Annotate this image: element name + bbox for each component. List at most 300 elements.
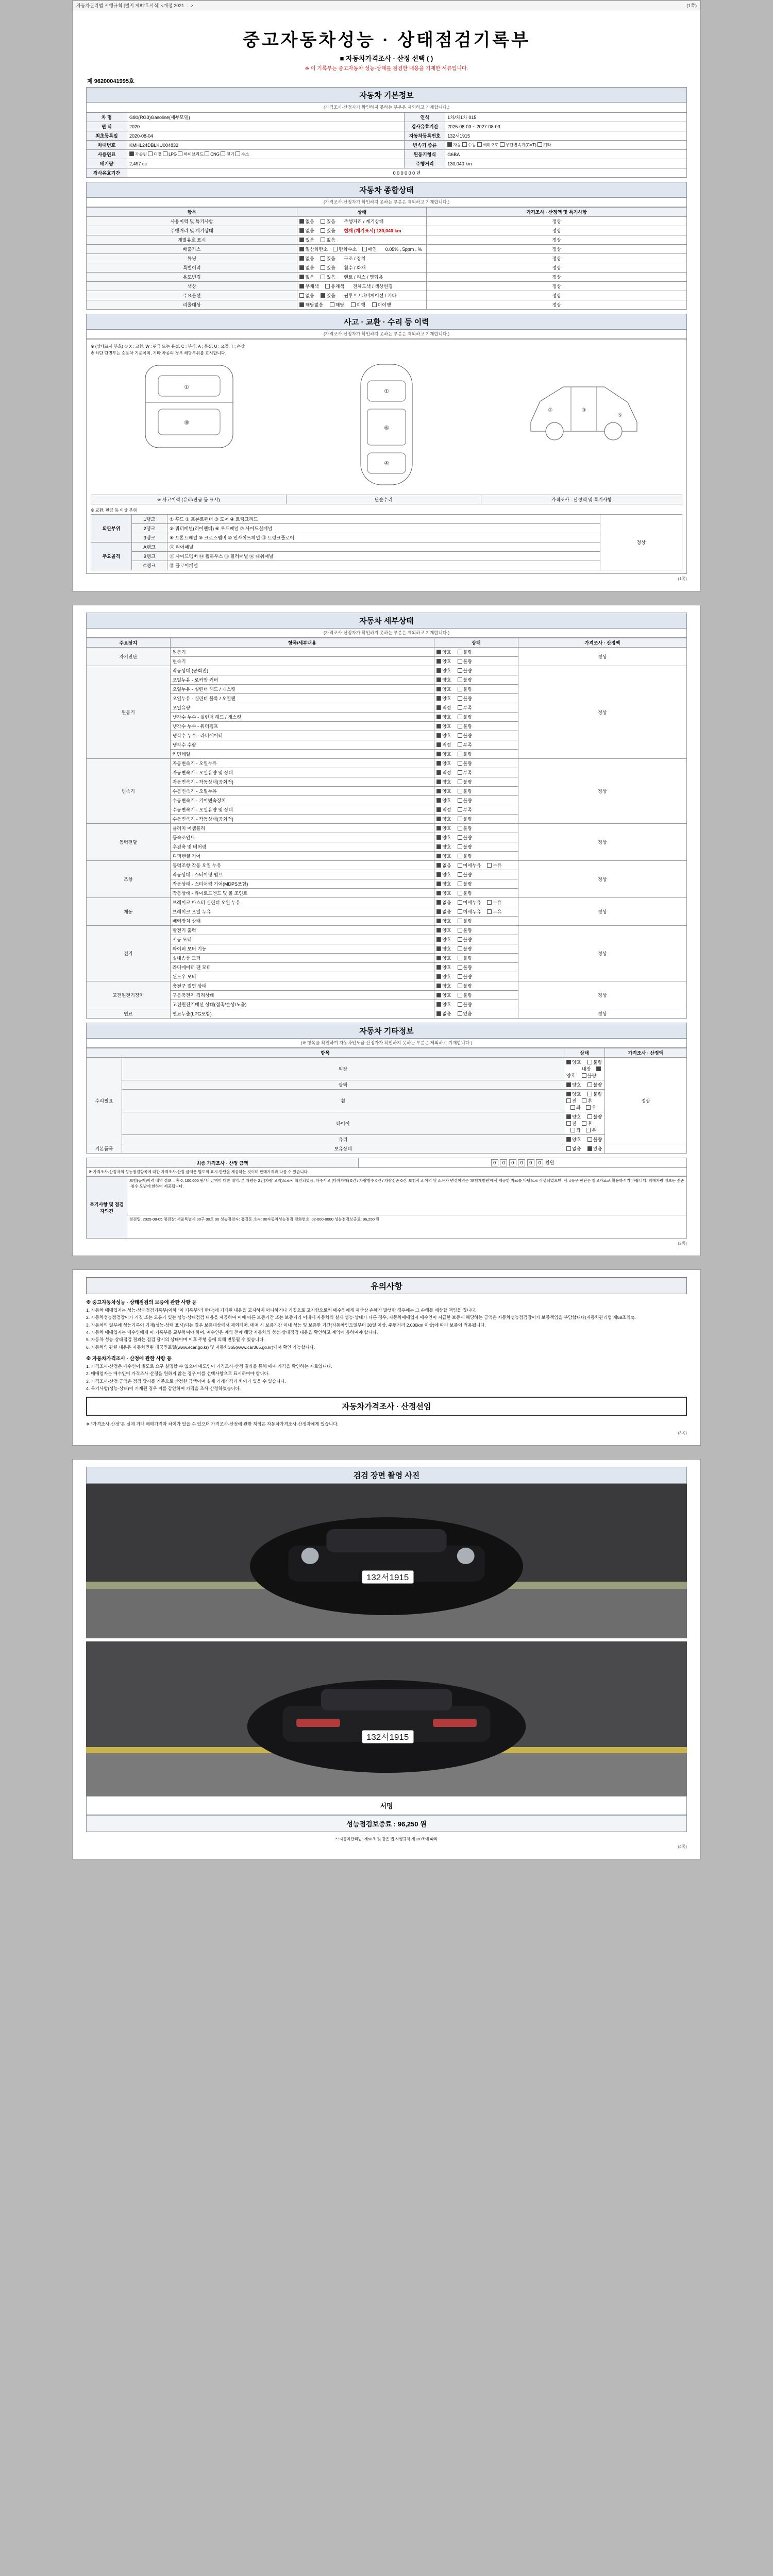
- table-row: [87, 648, 687, 657]
- checkbox-wheel-rear[interactable]: [582, 1098, 586, 1103]
- checkbox-secondary[interactable]: [458, 687, 462, 691]
- etc-item-polish: 광택: [122, 1080, 564, 1090]
- checkbox-fuel-ev[interactable]: [221, 151, 225, 156]
- checkbox-primary[interactable]: [436, 752, 441, 756]
- checkbox-primary[interactable]: [436, 984, 441, 988]
- checkbox-secondary[interactable]: [458, 891, 462, 895]
- detail-item-state: [434, 824, 518, 833]
- notice-item: 4. 자동차 매매업자는 매수인에게 이 기록부를 교부하여야 하며, 매수인은 계약 전에 해당 자동차의 성능·상태점검 내용을 확인하고 계약에 응하여야 합니다.: [86, 1329, 378, 1335]
- checkbox-secondary[interactable]: [458, 761, 462, 766]
- table-header-row: [87, 638, 687, 648]
- checkbox-primary[interactable]: [436, 807, 441, 812]
- parts-rank: 2랭크: [132, 524, 167, 533]
- label-transmission: 변속기 종류: [405, 141, 445, 150]
- detail-item-label: 냉각수 수량: [170, 740, 434, 750]
- checkbox-none[interactable]: [299, 293, 304, 298]
- etc-item-glass: 유리: [122, 1135, 564, 1144]
- detail-group-note: 정상: [518, 861, 686, 898]
- value-displacement: 2,497 cc: [127, 159, 405, 168]
- photo-rear: [86, 1641, 687, 1796]
- checkbox-secondary[interactable]: [458, 807, 462, 812]
- etc-table: [86, 1048, 687, 1154]
- table-row: [87, 1158, 687, 1168]
- label-first-reg: 최초등록일: [87, 131, 127, 141]
- checkbox-label: 불량: [463, 835, 472, 840]
- svg-text:⑥: ⑥: [384, 425, 389, 431]
- row-label: 사용이력 및 특기사항: [87, 217, 297, 226]
- checkbox-primary[interactable]: [436, 974, 441, 979]
- etc-state-basic: 없음 있음: [564, 1144, 605, 1154]
- value-first-reg: 2020-08-04: [127, 131, 405, 141]
- checkbox-label: 누유: [493, 909, 502, 914]
- checkbox-secondary[interactable]: [458, 863, 462, 868]
- detail-item-label: 실내송풍 모터: [170, 954, 434, 963]
- checkbox-primary[interactable]: [436, 715, 441, 719]
- checkbox-secondary[interactable]: [458, 882, 462, 886]
- inspector-info: 점검일: 2025-08-05 점검장: 서울특별시 00구 00로 00 성능점검자: 홍길동 소속: 00자동차성능점검 전화번호: 02-000-0000 성능점검보증료: 96,250 원: [127, 1215, 687, 1239]
- checkbox-primary[interactable]: [436, 909, 441, 914]
- table-row: [87, 981, 687, 991]
- etc-state-tire: 양호 불량 전 후 좌 우: [564, 1112, 605, 1135]
- checkbox-label: 적정: [442, 742, 451, 748]
- table-row: [87, 1009, 687, 1019]
- checkbox-secondary[interactable]: [458, 1002, 462, 1007]
- checkbox-secondary[interactable]: [487, 900, 492, 905]
- parts-list: ⑬ 사이드멤버 ⑭ 휠하우스 ⑮ 필러패널 ⑯ 대쉬패널: [167, 552, 600, 561]
- checkbox-trans-other[interactable]: [537, 142, 542, 147]
- label-inspect-valid: 검사유효기간: [87, 168, 127, 178]
- checkbox-primary[interactable]: [436, 993, 441, 997]
- detail-group-note: 정상: [518, 666, 686, 759]
- checkbox-secondary[interactable]: [458, 928, 462, 933]
- checkbox-secondary[interactable]: [458, 900, 462, 905]
- detail-state-table: [86, 638, 687, 1019]
- section-detail-note: (가격조사·산정자가 확인하지 못하는 부분은 제외하고 기재합니다.): [86, 629, 687, 638]
- checkbox-secondary[interactable]: [458, 974, 462, 979]
- detail-group-note: 정상: [518, 824, 686, 861]
- checkbox-bad[interactable]: [587, 1060, 592, 1064]
- checkbox-fuel-hybrid[interactable]: [178, 151, 182, 156]
- col-head-item: 항목: [87, 1048, 564, 1058]
- checkbox-none[interactable]: [321, 238, 325, 242]
- car-side-svg: [525, 360, 643, 453]
- photo-front: [86, 1484, 687, 1638]
- parts-list: ① 후드 ② 프론트펜더 ③ 도어 ④ 트렁크리드: [167, 515, 600, 524]
- value-engine: G6BA: [445, 150, 687, 159]
- checkbox-primary[interactable]: [436, 826, 441, 831]
- checkbox-secondary[interactable]: [458, 752, 462, 756]
- checkbox-yes[interactable]: [321, 228, 325, 233]
- checkbox-secondary[interactable]: [458, 835, 462, 840]
- checkbox-none[interactable]: [299, 228, 304, 233]
- detail-item-state: [434, 815, 518, 824]
- legend-left: ※ 사고이력 (유리/판금 등 표시): [91, 495, 287, 504]
- checkbox-trans-semi[interactable]: [477, 142, 482, 147]
- checkbox-primary[interactable]: [436, 779, 441, 784]
- amount-digit: 0: [491, 1159, 498, 1166]
- checkbox-good[interactable]: [566, 1137, 571, 1142]
- checkbox-label: 불량: [463, 974, 472, 979]
- document-number: [87, 77, 687, 85]
- label-year: 연 식: [87, 122, 127, 131]
- checkbox-none[interactable]: [299, 265, 304, 270]
- checkbox-primary[interactable]: [436, 937, 441, 942]
- checkbox-secondary[interactable]: [458, 779, 462, 784]
- photo-front-svg: [86, 1484, 687, 1638]
- row-extra: 구조 / 장치: [344, 256, 366, 261]
- detail-item-state: [434, 963, 518, 972]
- detail-item-label: 작동상태 - 스티어링 기어(MDPS포함): [170, 879, 434, 889]
- etc-item-exterior: 외장: [122, 1058, 564, 1080]
- detail-group-label: 전기: [87, 926, 171, 981]
- checkbox-label: 불량: [463, 844, 472, 850]
- checkbox-primary[interactable]: [436, 863, 441, 868]
- detail-item-state: [434, 898, 518, 907]
- checkbox-secondary[interactable]: [458, 677, 462, 682]
- notice-item-2: 1. 가격조사·산정은 매수인이 별도로 요구 설명할 수 없으며 매도인이 가격조사·산정 결과를 통해 매매 가격을 확인하는 자료입니다.: [86, 1363, 332, 1369]
- checkbox-primary[interactable]: [436, 854, 441, 858]
- col-head-state: 상태: [297, 208, 427, 217]
- checkbox-none[interactable]: [566, 1146, 571, 1151]
- checkbox-label: 불량: [463, 984, 472, 989]
- checkbox-label: 불량: [463, 937, 472, 942]
- detail-item-label: 자동변속기 - 오일누유: [170, 759, 434, 768]
- checkbox-label: 양호: [442, 789, 451, 794]
- checkbox-secondary[interactable]: [458, 937, 462, 942]
- value-car-name: G80(RG3)Gasoline(세부모델): [127, 113, 405, 122]
- row-note: 정상: [427, 235, 687, 245]
- checkbox-co[interactable]: [299, 247, 304, 251]
- checkbox-primary[interactable]: [436, 891, 441, 895]
- detail-item-state: [434, 870, 518, 879]
- checkbox-yes[interactable]: [321, 265, 325, 270]
- row-label: 튜닝: [87, 254, 297, 263]
- checkbox-secondary[interactable]: [458, 965, 462, 970]
- checkbox-smoke[interactable]: [362, 247, 367, 251]
- checkbox-primary[interactable]: [436, 928, 441, 933]
- checkbox-primary[interactable]: [436, 900, 441, 905]
- checkbox-fuel-diesel[interactable]: [148, 151, 153, 156]
- checkbox-yes[interactable]: [321, 219, 325, 224]
- detail-item-label: 추진축 및 베어링: [170, 842, 434, 852]
- etc-item-basic-state: 보유상태: [122, 1144, 564, 1154]
- checkbox-secondary[interactable]: [458, 946, 462, 951]
- etc-item-interior: 내장: [582, 1066, 591, 1072]
- checkbox-secondary[interactable]: [458, 770, 462, 775]
- detail-item-label: 수동변속기 - 오일누유: [170, 787, 434, 796]
- checkbox-good-interior[interactable]: [596, 1066, 601, 1071]
- checkbox-label: 양호: [442, 715, 451, 720]
- detail-item-state: [434, 731, 518, 740]
- label-vin: 차대번호: [87, 141, 127, 150]
- checkbox-secondary[interactable]: [458, 854, 462, 858]
- checkbox-secondary[interactable]: [487, 863, 492, 868]
- detail-item-label: 냉각수 누수 - 라디에이터: [170, 731, 434, 740]
- checkbox-good[interactable]: [566, 1092, 571, 1096]
- checkbox-secondary[interactable]: [458, 798, 462, 803]
- row-state: 없음 있음 침수 / 화재: [297, 263, 427, 273]
- checkbox-label: 양호: [442, 687, 451, 692]
- topbar-left-text: 자동차관리법 시행규칙 [별지 제82호서식] <개정 2021. ...>: [76, 3, 194, 8]
- checkbox-label: 양호: [442, 984, 451, 989]
- checkbox-secondary[interactable]: [458, 909, 462, 914]
- checkbox-label: 양호: [442, 696, 451, 701]
- checkbox-primary[interactable]: [436, 946, 441, 951]
- checkbox-primary[interactable]: [436, 770, 441, 775]
- checkbox-secondary[interactable]: [458, 724, 462, 728]
- checkbox-secondary[interactable]: [458, 1011, 462, 1016]
- table-row: [87, 759, 687, 768]
- table-row: [87, 282, 687, 291]
- checkbox-primary[interactable]: [436, 733, 441, 738]
- svg-text:④: ④: [384, 461, 389, 467]
- checkbox-label: 부족: [463, 742, 472, 748]
- checkbox-yes[interactable]: [321, 256, 325, 261]
- amount-digit: 0: [518, 1159, 525, 1166]
- checkbox-secondary[interactable]: [458, 817, 462, 821]
- amount-digit: 0: [536, 1159, 543, 1166]
- notice-item: 5. 자동차 성능·상태점검 결과는 점검 당시의 상태이며 이후 주행 등에 의해 변동될 수 있습니다.: [86, 1337, 265, 1343]
- checkbox-wheel-right[interactable]: [586, 1105, 591, 1110]
- checkbox-bad[interactable]: [587, 1114, 592, 1119]
- parts-rank: 1랭크: [132, 515, 167, 524]
- checkbox-achromatic[interactable]: [299, 284, 304, 289]
- detail-item-label: 윈도우 모터: [170, 972, 434, 981]
- checkbox-none[interactable]: [299, 275, 304, 279]
- checkbox-fuel-cng[interactable]: [205, 151, 209, 156]
- table-row: [87, 141, 687, 150]
- checkbox-trans-cvt[interactable]: [500, 142, 505, 147]
- detail-item-label: 수동변속기 - 기어변속장치: [170, 796, 434, 805]
- checkbox-trans-manual[interactable]: [462, 142, 467, 147]
- topbar-right-text: (1쪽): [686, 3, 697, 8]
- checkbox-bad[interactable]: [587, 1082, 592, 1087]
- checkbox-na[interactable]: [299, 302, 304, 307]
- checkbox-primary[interactable]: [436, 696, 441, 701]
- checkbox-primary[interactable]: [436, 844, 441, 849]
- detail-item-state: [434, 926, 518, 935]
- checkbox-none[interactable]: [299, 219, 304, 224]
- photos-title: 검검 장면 촬영 사진: [86, 1467, 687, 1484]
- page-footer-4: (4쪽): [678, 1844, 687, 1850]
- detail-group-label: 제동: [87, 898, 171, 926]
- checkbox-primary[interactable]: [436, 882, 441, 886]
- checkbox-secondary[interactable]: [487, 909, 492, 914]
- checkbox-none[interactable]: [299, 256, 304, 261]
- checkbox-secondary[interactable]: [458, 844, 462, 849]
- checkbox-applicable[interactable]: [330, 302, 334, 307]
- table-row: [87, 1215, 687, 1239]
- checkbox-label: 부족: [463, 705, 472, 710]
- page-footer-3: (3쪽): [678, 1431, 687, 1436]
- checkbox-label: 누유: [493, 863, 502, 868]
- checkbox-primary[interactable]: [436, 705, 441, 710]
- checkbox-primary[interactable]: [436, 724, 441, 728]
- checkbox-label: 불량: [463, 826, 472, 831]
- checkbox-bad[interactable]: [587, 1092, 592, 1096]
- detail-item-state: [434, 768, 518, 777]
- checkbox-yes[interactable]: [587, 1146, 592, 1151]
- checkbox-label: 불량: [463, 993, 472, 998]
- detail-item-state: [434, 842, 518, 852]
- col-head-price: 가격조사 · 산정액: [518, 638, 686, 648]
- section-detail-title: 자동차 세부상태: [86, 613, 687, 629]
- signature-row: 서명: [86, 1796, 687, 1815]
- checkbox-secondary[interactable]: [458, 789, 462, 793]
- detail-group-note: 정상: [518, 898, 686, 926]
- notice-title: 유의사항: [86, 1277, 687, 1294]
- checkbox-bad-interior[interactable]: [582, 1073, 586, 1078]
- checkbox-label: 불량: [463, 752, 472, 757]
- checkbox-label: 적정: [442, 705, 451, 710]
- checkbox-label: 불량: [463, 696, 472, 701]
- checkbox-label: 적정: [442, 770, 451, 775]
- checkbox-label: 불량: [463, 965, 472, 970]
- checkbox-secondary[interactable]: [458, 826, 462, 831]
- detail-group-label: 자기진단: [87, 648, 171, 666]
- label-mileage: 주행거리: [405, 159, 445, 168]
- amount-digit: 0: [527, 1159, 534, 1166]
- checkbox-trans-auto[interactable]: [447, 142, 452, 147]
- checkbox-primary[interactable]: [436, 677, 441, 682]
- checkbox-label: 누유: [493, 900, 502, 905]
- svg-text:③: ③: [581, 408, 586, 413]
- detail-item-label: 작동상태 - 타이로드엔드 및 볼 조인트: [170, 889, 434, 898]
- checkbox-primary[interactable]: [436, 742, 441, 747]
- checkbox-primary[interactable]: [436, 789, 441, 793]
- row-label: 배출가스: [87, 245, 297, 254]
- row-note: 정상: [427, 300, 687, 310]
- legend-right: 가격조사 · 산정액 및 특기사항: [481, 495, 682, 504]
- detail-item-label: 오일유량: [170, 703, 434, 713]
- checkbox-chromatic[interactable]: [325, 284, 330, 289]
- checkbox-label: 부족: [463, 770, 472, 775]
- checkbox-primary[interactable]: [436, 956, 441, 960]
- checkbox-label: 양호: [442, 965, 451, 970]
- checkbox-secondary[interactable]: [458, 956, 462, 960]
- checkbox-primary[interactable]: [436, 761, 441, 766]
- checkbox-yes[interactable]: [321, 275, 325, 279]
- table-row: [87, 168, 687, 178]
- final-price-note: ※ 가격조사·산정자의 성능점검항목에 대한 가격조사·산정 금액은 별도의 표시·판단을 제공하는 것이며 판매가격과 다를 수 있습니다.: [87, 1168, 687, 1176]
- detail-item-label: 냉각수 누수 - 워터펌프: [170, 722, 434, 731]
- checkbox-primary[interactable]: [436, 659, 441, 664]
- checkbox-primary[interactable]: [436, 1002, 441, 1007]
- detail-item-state: [434, 981, 518, 991]
- checkbox-fuel-h2[interactable]: [236, 151, 240, 156]
- notice-item: 2. 자동차성능점검장이가 거짓 또는 오류가 있는 성능·상태점검 내용을 제공하여 이에 따른 보증기간 또는 보증거리 이내에 자동차의 실제 성능·상태가 다른 경우, 자동차매매업자 매수인이 지급한 보증에 해당하는 금액은 자동차성능점검장이가 보증책임을 부담합니다(자동차관리법 제58조의4).: [86, 1315, 636, 1320]
- checkbox-primary[interactable]: [436, 965, 441, 970]
- checkbox-secondary[interactable]: [458, 705, 462, 710]
- detail-item-state: [434, 944, 518, 954]
- checkbox-secondary[interactable]: [458, 696, 462, 701]
- detail-item-label: 동력조향 작동 오일 누유: [170, 861, 434, 870]
- checkbox-primary[interactable]: [436, 687, 441, 691]
- checkbox-label: 양호: [442, 668, 451, 673]
- checkbox-yes[interactable]: [299, 238, 304, 242]
- checkbox-primary[interactable]: [436, 1011, 441, 1016]
- row-state: 없음 있음 구조 / 장치: [297, 254, 427, 263]
- checkbox-secondary[interactable]: [458, 919, 462, 923]
- checkbox-not-done[interactable]: [372, 302, 377, 307]
- checkbox-fuel-gasoline[interactable]: [129, 151, 134, 156]
- col-head-state: 상태: [434, 638, 518, 648]
- checkbox-good[interactable]: [566, 1114, 571, 1119]
- checkbox-primary[interactable]: [436, 668, 441, 673]
- svg-text:⑧: ⑧: [184, 420, 190, 426]
- checkbox-tire-rear[interactable]: [582, 1121, 586, 1126]
- checkbox-hc[interactable]: [333, 247, 338, 251]
- sheet-1: [72, 0, 701, 591]
- etc-state-exterior: 양호 불량 내장 양호 불량: [564, 1058, 605, 1080]
- parts-rank: A랭크: [132, 543, 167, 552]
- table-row: [87, 226, 687, 235]
- checkbox-primary[interactable]: [436, 835, 441, 840]
- checkbox-secondary[interactable]: [458, 715, 462, 719]
- detail-item-state: [434, 685, 518, 694]
- checkbox-label: 불량: [463, 891, 472, 896]
- checkbox-primary[interactable]: [436, 650, 441, 654]
- parts-list: ⑫ 리어패널: [167, 543, 600, 552]
- detail-item-label: 브레이크 오일 누유: [170, 907, 434, 917]
- checkbox-secondary[interactable]: [458, 742, 462, 747]
- checkbox-tire-left[interactable]: [570, 1128, 575, 1132]
- checkbox-fuel-lpg[interactable]: [163, 151, 167, 156]
- checkbox-label: 양호: [442, 919, 451, 924]
- checkbox-secondary[interactable]: [458, 733, 462, 738]
- detail-item-state: [434, 852, 518, 861]
- checkbox-primary[interactable]: [436, 798, 441, 803]
- checkbox-good[interactable]: [566, 1060, 571, 1064]
- checkbox-label: 불량: [463, 761, 472, 766]
- row-extra: 0.05% , 5ppm , %: [385, 247, 422, 252]
- detail-item-label: 고전원전기배선 상태(접촉/손상/노출): [170, 1000, 434, 1009]
- checkbox-secondary[interactable]: [458, 650, 462, 654]
- checkbox-label: 양호: [442, 733, 451, 738]
- etc-note: 정상: [605, 1058, 687, 1144]
- checkbox-secondary[interactable]: [458, 659, 462, 664]
- checkbox-tire-right[interactable]: [586, 1128, 591, 1132]
- checkbox-primary[interactable]: [436, 872, 441, 877]
- checkbox-secondary[interactable]: [458, 668, 462, 673]
- checkbox-secondary[interactable]: [458, 993, 462, 997]
- detail-item-label: 브레이크 마스터 실린더 오일 누유: [170, 898, 434, 907]
- checkbox-secondary[interactable]: [458, 872, 462, 877]
- checkbox-wheel-left[interactable]: [570, 1105, 575, 1110]
- row-label: 리콜대상: [87, 300, 297, 310]
- checkbox-tire-front[interactable]: [566, 1121, 571, 1126]
- row-extra: 현재 (계기표시) 130,040 km: [344, 228, 401, 233]
- svg-text:132서1915: 132서1915: [366, 1733, 409, 1742]
- detail-item-state: [434, 740, 518, 750]
- label-displacement: 배기량: [87, 159, 127, 168]
- checkbox-done[interactable]: [351, 302, 356, 307]
- checkbox-wheel-front[interactable]: [566, 1098, 571, 1103]
- checkbox-yes[interactable]: [321, 293, 325, 298]
- checkbox-bad[interactable]: [587, 1137, 592, 1142]
- checkbox-primary[interactable]: [436, 919, 441, 923]
- parts-rank: B랭크: [132, 552, 167, 561]
- value-inspect-valid: 0 0 0 0 0 0 년: [127, 168, 687, 178]
- table-row: [87, 1112, 687, 1135]
- detail-item-label: 작동상태 (공회전): [170, 666, 434, 675]
- checkbox-secondary[interactable]: [458, 984, 462, 988]
- checkbox-label: 양호: [442, 1002, 451, 1007]
- detail-item-state: [434, 833, 518, 842]
- checkbox-good[interactable]: [566, 1082, 571, 1087]
- checkbox-primary[interactable]: [436, 817, 441, 821]
- row-label: 주행거리 및 계기상태: [87, 226, 297, 235]
